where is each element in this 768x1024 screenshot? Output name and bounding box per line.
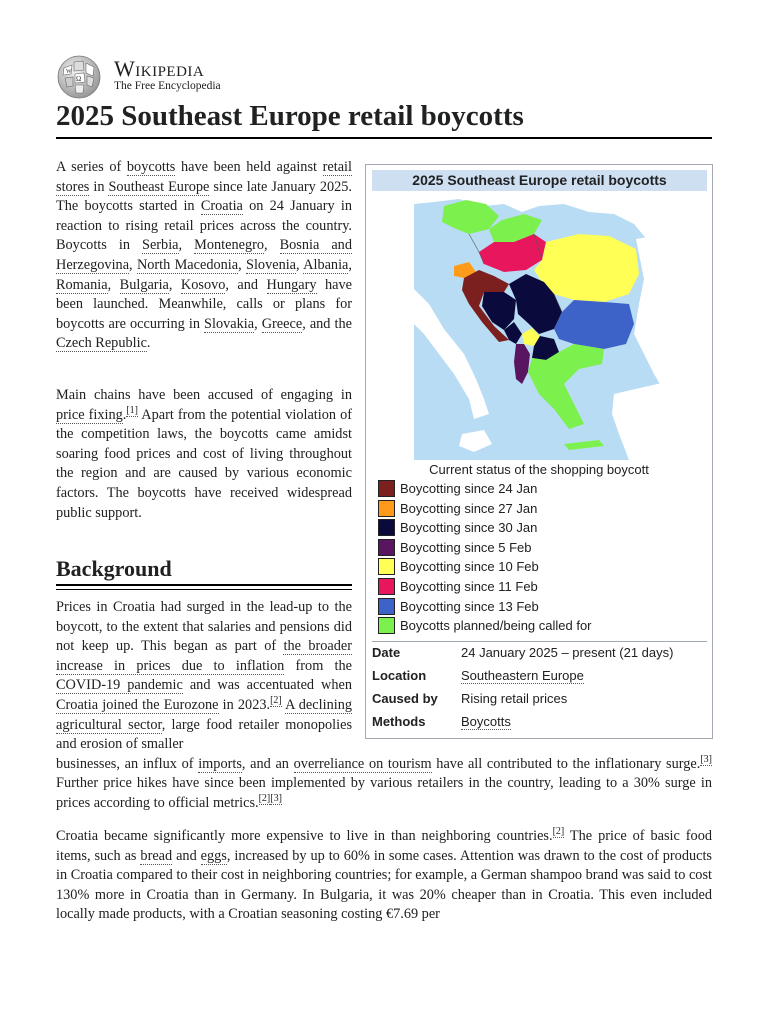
citation — [553, 826, 565, 838]
infobox-divider — [372, 641, 707, 642]
svg-text:W: W — [66, 69, 72, 75]
legend-swatch — [378, 519, 395, 536]
citation — [126, 405, 138, 417]
infobox-value-link[interactable]: Boycotts — [461, 714, 511, 729]
legend-label: Boycotting since 10 Feb — [400, 559, 539, 575]
article-link[interactable]: price fixing — [56, 406, 123, 423]
article-link[interactable]: Czech Republic — [56, 335, 147, 352]
article-link[interactable]: bread — [140, 847, 173, 864]
legend-swatch — [378, 539, 395, 556]
infobox-value-link[interactable]: Southeastern Europe — [461, 668, 584, 683]
legend-swatch — [378, 578, 395, 595]
citation-link[interactable]: [2] — [270, 695, 282, 707]
article-link[interactable]: Albania — [303, 256, 349, 273]
article-link[interactable]: boycotts — [126, 159, 176, 175]
section-heading-background: Background — [56, 556, 172, 581]
article-title: 2025 Southeast Europe retail boycotts — [56, 100, 524, 132]
article-link[interactable]: North Macedonia — [136, 256, 239, 273]
article-link[interactable]: Southeast Europe — [108, 178, 210, 195]
citation-link[interactable]: [2] — [552, 826, 565, 838]
article-link[interactable]: retail stores — [56, 159, 352, 195]
article-link[interactable]: Bosnia and Herzegovina — [56, 237, 352, 273]
intro-paragraph-1: A series of boycotts have been held against retail stores in Southeast Europe since late January 2025. The boycotts started in Croatia on 24 January in reaction to rising retail prices across the country. Boycotts in Serbia, Montenegro, Bosnia and Herzegovina, North Macedonia, Slovenia, Albania, Romania, Bulgaria, Kosovo, and Hungary have been launched. Meanwhile, calls or plans for boycotts are occurring in Slovakia, Greece, and the Czech Republic. — [56, 159, 352, 352]
legend-label: Boycotting since 13 Feb — [400, 598, 539, 614]
section-heading-rule — [56, 584, 352, 590]
wikipedia-globe-logo[interactable] — [56, 54, 102, 100]
legend-swatch — [378, 480, 395, 497]
article-link[interactable]: Montenegro — [194, 237, 265, 254]
article-link[interactable]: Croatia — [200, 198, 243, 215]
citation — [700, 754, 712, 766]
article-link[interactable]: COVID-19 pandemic — [56, 677, 183, 694]
article-link[interactable]: overreliance on tourism — [293, 755, 432, 772]
intro-paragraph-2: Main chains have been accused of engaging in price fixing.[1] Apart from the potential violation of the competition laws, the boycotts came amidst soaring food prices and cost of living throughout the region and are caused by various economic factors. The boycotts have received widespread public support. — [56, 387, 352, 521]
infobox-key: Location — [372, 668, 427, 683]
article-link[interactable]: Hungary — [266, 276, 317, 293]
citation — [259, 793, 271, 805]
title-underline — [56, 137, 712, 139]
article-link[interactable]: Kosovo — [180, 276, 226, 293]
citation-link[interactable]: [2] — [258, 793, 271, 805]
wikipedia-tagline: The Free Encyclopedia — [114, 80, 221, 92]
article-link[interactable]: Slovenia — [246, 256, 297, 273]
legend-swatch — [378, 598, 395, 615]
citation — [270, 793, 282, 805]
article-link[interactable]: Slovakia — [204, 315, 255, 332]
legend-label: Boycotting since 24 Jan — [400, 481, 538, 496]
infobox-key: Date — [372, 645, 401, 660]
legend-label: Boycotting since 30 Jan — [400, 520, 538, 536]
citation-link[interactable]: [3] — [270, 793, 282, 805]
citation-link[interactable]: [1] — [126, 404, 139, 416]
article-link[interactable]: Croatia joined the Eurozone — [56, 696, 219, 713]
boycott-status-map[interactable] — [414, 194, 666, 460]
infobox-title: 2025 Southeast Europe retail boycotts — [372, 170, 707, 191]
background-paragraph-1-wide: businesses, an influx of imports, and an overreliance on tourism have all contributed to the inflationary surge.[3] Further price hikes have since been implemented by various retailers in the country, leading to a 30% surge in prices according to official metrics.[2][3] — [56, 753, 712, 811]
map-caption: Current status of the shopping boycott — [429, 462, 649, 477]
article-link[interactable]: Romania — [56, 276, 108, 293]
article-link[interactable]: A declining agricultural sector — [56, 696, 352, 733]
legend-swatch — [378, 558, 395, 575]
legend-swatch — [378, 617, 395, 634]
article-link[interactable]: imports — [198, 755, 242, 772]
infobox-key: Methods — [372, 714, 426, 729]
citation-link[interactable]: [3] — [700, 753, 712, 765]
background-paragraph-2: Croatia became significantly more expensive to live in than neighboring countries.[2] The price of basic food items, such as bread and eggs, increased by up to 60% in some cases. Attention was drawn to the cost of products in Croatia compared to their cost in neighboring countries; for example, a German shampoo brand was said to cost 130% more in Croatia than in Germany. In Bulgaria, it was 20% cheaper than in Croatia. This even included locally made products, with a Croatian seasoning costing €7.69 per — [56, 826, 712, 923]
article-link[interactable]: Greece — [261, 315, 303, 332]
wikipedia-wordmark: Wikipedia — [114, 56, 205, 81]
infobox-value: Rising retail prices — [461, 691, 568, 706]
legend-label: Boycotting since 5 Feb — [400, 539, 532, 555]
infobox-key: Caused by — [372, 691, 438, 706]
legend-swatch — [378, 500, 395, 517]
citation — [270, 695, 282, 707]
infobox-value: 24 January 2025 – present (21 days) — [461, 645, 674, 660]
legend-label: Boycotts planned/being called for — [400, 618, 592, 634]
svg-text:Ω: Ω — [76, 75, 82, 83]
infobox — [365, 164, 713, 739]
article-link[interactable]: Bulgaria — [119, 276, 169, 293]
background-paragraph-1-narrow: Prices in Croatia had surged in the lead-up to the boycott, to the extent that salaries and pensions did not keep up. This began as part of the broader increase in prices due to inflation from the COVID-19 pandemic and was accentuated when Croatia joined the Eurozone in 2023.[2] A declining agricultural sector, large food retailer monopolies and erosion of smaller — [56, 599, 353, 753]
legend-label: Boycotting since 27 Jan — [400, 500, 538, 516]
article-link[interactable]: the broader increase in prices due to inflation — [56, 638, 352, 674]
legend-label: Boycotting since 11 Feb — [400, 579, 538, 594]
article-link[interactable]: Serbia — [142, 237, 179, 254]
article-link[interactable]: eggs — [200, 847, 227, 864]
